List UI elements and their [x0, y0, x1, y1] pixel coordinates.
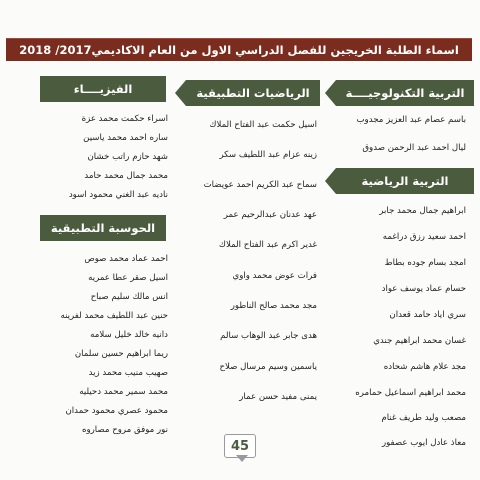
- list-item: فرات عوض محمد واوي: [232, 271, 317, 281]
- heading-applied-math: الرياضيات التطبيقية: [186, 80, 320, 106]
- list-item: مصعب وليد طريف غنام: [381, 413, 466, 423]
- list-item: نور موفق مروح مصاروه: [81, 425, 168, 435]
- list-item: ساره احمد محمد ياسين: [83, 133, 168, 143]
- list-item: ياسمين وسيم مرسال صلاح: [219, 362, 317, 372]
- list-item: انس مالك سليم صباح: [90, 292, 168, 302]
- list-item: مجد محمد صالح الناطور: [230, 301, 317, 311]
- list-item: معاذ عادل ايوب عصفور: [381, 438, 466, 448]
- heading-tech-education: التربية التكنولوجيــــة: [336, 80, 474, 106]
- list-item: سري اياد حامد قعدان: [389, 310, 466, 320]
- list-item: ريما ابراهيم حسين سلمان: [74, 349, 168, 359]
- list-item: مجد علام هاشم شحاده: [383, 362, 466, 372]
- page-number: 45: [224, 434, 256, 458]
- heading-physics: الفيزيــــاء: [40, 76, 166, 102]
- list-item: غدير اكرم عبد الفتاح الملاك: [218, 240, 317, 250]
- list-item: هدى جابر عبد الوهاب سالم: [220, 331, 317, 341]
- list-item: اسيل حكمت عبد الفتاح الملاك: [209, 120, 317, 130]
- list-item: محمود عصري محمود حمدان: [65, 406, 168, 416]
- list-item: محمد سمير محمد دحيليه: [79, 387, 168, 397]
- list-item: شهد حازم راتب خشان: [87, 152, 168, 162]
- list-item: محمد ابراهيم اسماعيل حمامره: [355, 388, 466, 398]
- list-item: حسام عماد يوسف عواد: [381, 284, 466, 294]
- list-item: احمد سعيد رزق دراغمه: [382, 232, 466, 242]
- list-item: باسم عصام عبد العزيز مجدوب: [356, 115, 466, 125]
- list-item: احمد عماد محمد صوص: [84, 254, 168, 264]
- page-number-pointer: [236, 455, 248, 462]
- list-item: محمد جمال محمد حامد: [84, 171, 168, 181]
- list-item: ناديه عبد الغني محمود اسود: [68, 190, 168, 200]
- list-item: ابراهيم جمال محمد جابر: [379, 206, 466, 216]
- list-item: اسراء حكمت محمد عزة: [81, 114, 168, 124]
- list-item: غسان محمد ابراهيم جندي: [373, 336, 466, 346]
- list-item: اسيل صقر عطا عمريه: [88, 273, 168, 283]
- list-item: صهيب منيب محمد زيد: [88, 368, 168, 378]
- list-item: يمنى مفيد حسن عمار: [239, 392, 317, 402]
- heading-sports-education: التربية الرياضية: [336, 168, 474, 194]
- list-item: دانيه خالد خليل سلامه: [90, 330, 168, 340]
- list-item: امجد بسام جوده بطاط: [384, 258, 466, 268]
- list-item: حنين عبد اللطيف محمد لفرينه: [60, 311, 168, 321]
- list-item: عهد عدنان عبدالرحيم عمر: [223, 210, 317, 220]
- page-title: اسماء الطلبة الخريجين للفصل الدراسي الاول من العام الاكاديمي2017/ 2018: [6, 38, 472, 61]
- list-item: ليال احمد عبد الرحمن صدوق: [362, 143, 466, 153]
- list-item: سماح عبد الكريم احمد عويضات: [203, 180, 317, 190]
- heading-applied-computing: الحوسبة التطبيقية: [40, 215, 166, 241]
- list-item: زينه عزام عبد اللطيف سكر: [219, 150, 317, 160]
